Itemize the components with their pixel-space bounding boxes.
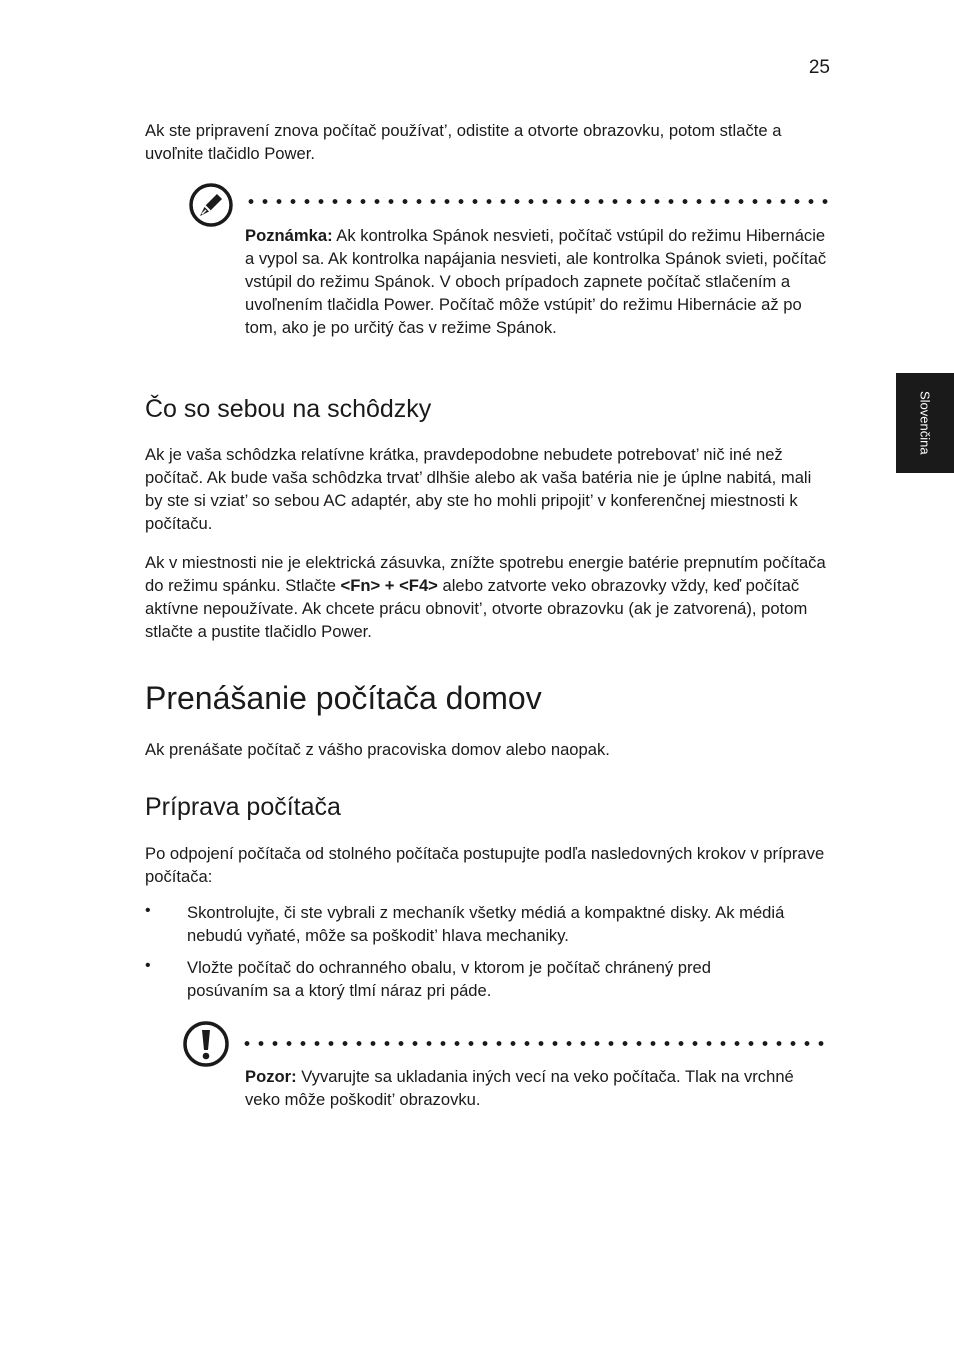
preparation-intro: Po odpojení počítača od stolného počítača postupujte podľa nasledovných krokov v príprave počítača: [145, 844, 825, 886]
caution-text [245, 1065, 825, 1111]
list-item: Vložte počítač do ochranného obalu, v ktorom je počítač chránený pred posúvaním sa a ktorý tlmí náraz pri páde. [187, 958, 711, 1000]
caution-body: Vyvarujte sa ukladania iných vecí na veko počítača. Tlak na vrchné veko môže poškodit’ obrazovku. [245, 1067, 794, 1109]
section-heading-preparation: Príprava počítača [145, 793, 341, 821]
note-label: Poznámka: [245, 226, 333, 245]
meetings-paragraph-2-post: alebo zatvorte veko obrazovky vždy, keď počítač aktívne nepoužívate. Ak chcete prácu obnovit’, otvorte obrazovku (ak je zatvorená), potom stlačte a pustite tlačidlo Power. [145, 576, 808, 641]
bullet-marker: • [145, 957, 151, 974]
meetings-paragraph-2 [145, 551, 830, 643]
exclamation-icon [182, 1020, 230, 1068]
note-body: Ak kontrolka Spánok nesvieti, počítač vstúpil do režimu Hibernácie a vypol sa. Ak kontrolka napájania nesvieti, ale kontrolka Spánok svieti, počítač vstúpil do režimu Spánok. V oboch prípadoch zapnete počítač stlačením a uvoľnením tlačidla Power. Počítač môže vstúpit’ do režimu Hibernácie až po tom, ako je po určitý čas v režime Spánok. [245, 226, 827, 337]
meetings-paragraph-2-pre: Ak v miestnosti nie je elektrická zásuvka, znížte spotrebu energie batérie prepnutím počítača do režimu spánku. Stlačte [145, 553, 826, 595]
key-combo: <Fn> + <F4> [340, 576, 438, 595]
page-title: Prenášanie počítača domov [145, 680, 542, 716]
list-item: Skontrolujte, či ste vybrali z mechaník všetky médiá a kompaktné disky. Ak médiá nebudú vyňaté, môže sa poškodit’ hlava mechaniky. [187, 903, 785, 945]
intro-paragraph: Ak ste pripravení znova počítač používat’, odistite a otvorte obrazovku, potom stlačte a uvoľnite tlačidlo Power. [145, 121, 782, 163]
side-tab-label: Slovenčina [917, 391, 933, 455]
caution-label: Pozor: [245, 1067, 297, 1086]
note-pen-icon [188, 182, 234, 228]
note-dotted-rule [244, 199, 832, 204]
main-intro: Ak prenášate počítač z vášho pracoviska domov alebo naopak. [145, 740, 610, 759]
note-text [245, 224, 835, 339]
caution-dotted-rule [240, 1041, 828, 1046]
section-heading-meetings: Čo so sebou na schôdzky [145, 395, 432, 423]
language-side-tab [896, 373, 954, 473]
page-number: 25 [808, 57, 830, 78]
bullet-marker: • [145, 902, 151, 919]
meetings-paragraph-1: Ak je vaša schôdzka relatívne krátka, pravdepodobne nebudete potrebovat’ nič iné než počítač. Ak bude vaša schôdzka trvat’ dlhšie alebo ak vaša batéria nie je úplne nabitá, mali by ste si vziat’ so sebou AC adaptér, aby ste ho mohli pripojit’ v konferenčnej miestnosti k počítaču. [145, 445, 812, 533]
